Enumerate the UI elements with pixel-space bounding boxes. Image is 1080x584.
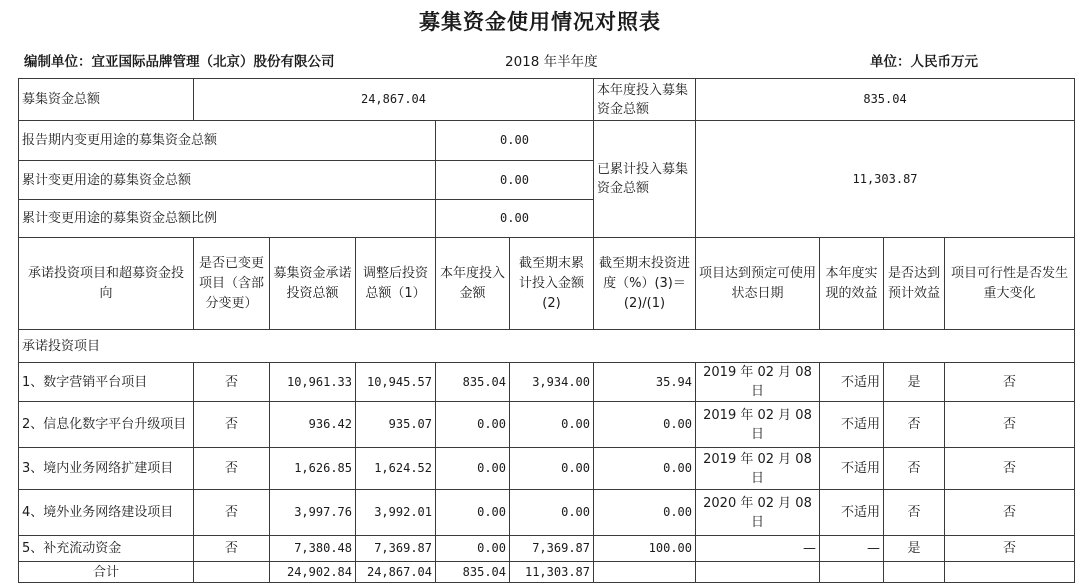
cumulative-cell: 0.00 [510,402,594,448]
adjusted-cell: 10,945.57 [356,363,436,402]
cum-changed-funds-label: 累计变更用途的募集资金总额 [19,161,436,200]
period-label: 2018 年半年度 [505,54,598,70]
this-year-cell: 0.00 [436,536,510,562]
summary-row-total [19,79,1075,121]
adjusted-cell: 935.07 [356,402,436,448]
feasibility-cell: 否 [945,490,1075,536]
total-this-year-cell: 835.04 [436,562,510,583]
col-header-feasibility: 项目可行性是否发生重大变化 [945,238,1075,330]
table-row [19,448,1075,490]
cumulative-funds-value: 11,303.87 [696,121,1075,238]
reached-cell: 否 [884,448,945,490]
total-funds-value: 24,867.04 [194,79,594,121]
compiler-label: 编制单位：宜亚国际品牌管理（北京）股份有限公司 [24,54,335,70]
total-feasibility-cell [945,562,1075,583]
changed-cell: 否 [194,536,270,562]
this-year-cell: 0.00 [436,448,510,490]
date-cell: 2019 年 02 月 08 日 [696,363,820,402]
project-name: 4、境外业务网络建设项目 [19,490,194,536]
adjusted-cell: 7,369.87 [356,536,436,562]
section-label: 承诺投资项目 [19,330,1075,363]
col-header-reached: 是否达到预计效益 [884,238,945,330]
cumulative-cell: 0.00 [510,490,594,536]
total-benefit-cell [820,562,884,583]
table-row [19,536,1075,562]
reached-cell: 否 [884,402,945,448]
cumulative-cell: 3,934.00 [510,363,594,402]
project-name: 5、补充流动资金 [19,536,194,562]
changed-funds-label: 报告期内变更用途的募集资金总额 [19,121,436,161]
committed-cell: 3,997.76 [270,490,356,536]
table-row [19,363,1075,402]
date-cell: — [696,536,820,562]
col-header-adjusted: 调整后投资总额（1） [356,238,436,330]
progress-cell: 35.94 [594,363,696,402]
adjusted-cell: 1,624.52 [356,448,436,490]
committed-cell: 936.42 [270,402,356,448]
benefit-cell: 不适用 [820,402,884,448]
section-row [19,330,1075,363]
this-year-funds-label: 本年度投入募集资金总额 [594,79,696,121]
date-cell: 2020 年 02 月 08 日 [696,490,820,536]
this-year-cell: 835.04 [436,363,510,402]
total-funds-label: 募集资金总额 [19,79,194,121]
cum-changed-ratio-label: 累计变更用途的募集资金总额比例 [19,200,436,238]
funds-usage-table [18,78,1075,583]
total-date-cell [696,562,820,583]
progress-cell: 0.00 [594,490,696,536]
progress-cell: 0.00 [594,402,696,448]
reached-cell: 是 [884,536,945,562]
reached-cell: 是 [884,363,945,402]
total-reached-cell [884,562,945,583]
cumulative-cell: 7,369.87 [510,536,594,562]
col-header-benefit: 本年度实现的效益 [820,238,884,330]
changed-cell: 否 [194,490,270,536]
feasibility-cell: 否 [945,363,1075,402]
changed-cell: 否 [194,363,270,402]
this-year-cell: 0.00 [436,402,510,448]
total-label: 合计 [19,562,194,583]
date-cell: 2019 年 02 月 08 日 [696,448,820,490]
feasibility-cell: 否 [945,448,1075,490]
committed-cell: 1,626.85 [270,448,356,490]
date-cell: 2019 年 02 月 08 日 [696,402,820,448]
reached-cell: 否 [884,490,945,536]
changed-cell: 否 [194,448,270,490]
feasibility-cell: 否 [945,402,1075,448]
project-name: 1、数字营销平台项目 [19,363,194,402]
project-name: 2、信息化数字平台升级项目 [19,402,194,448]
total-cumulative-cell: 11,303.87 [510,562,594,583]
col-header-project: 承诺投资项目和超募资金投向 [19,238,194,330]
total-changed-cell [194,562,270,583]
feasibility-cell: 否 [945,536,1075,562]
this-year-funds-value: 835.04 [696,79,1075,121]
col-header-progress: 截至期末投资进度（%）(3)＝(2)/(1) [594,238,696,330]
total-progress-cell [594,562,696,583]
col-header-cumulative: 截至期末累计投入金额(2) [510,238,594,330]
cum-changed-ratio-value: 0.00 [436,200,594,238]
summary-row-changed [19,121,1075,161]
benefit-cell: — [820,536,884,562]
adjusted-cell: 3,992.01 [356,490,436,536]
total-adjusted-cell: 24,867.04 [356,562,436,583]
progress-cell: 100.00 [594,536,696,562]
col-header-this-year: 本年度投入金额 [436,238,510,330]
page-title: 募集资金使用情况对照表 [419,10,661,34]
cumulative-cell: 0.00 [510,448,594,490]
benefit-cell: 不适用 [820,448,884,490]
column-header-row [19,238,1075,330]
unit-label: 单位：人民币万元 [870,54,978,70]
committed-cell: 10,961.33 [270,363,356,402]
col-header-changed: 是否已变更项目（含部分变更） [194,238,270,330]
table-row [19,402,1075,448]
committed-cell: 7,380.48 [270,536,356,562]
changed-cell: 否 [194,402,270,448]
this-year-cell: 0.00 [436,490,510,536]
benefit-cell: 不适用 [820,490,884,536]
total-row [19,562,1075,583]
changed-funds-value: 0.00 [436,121,594,161]
table-row [19,490,1075,536]
progress-cell: 0.00 [594,448,696,490]
col-header-date: 项目达到预定可使用状态日期 [696,238,820,330]
benefit-cell: 不适用 [820,363,884,402]
cumulative-funds-label: 已累计投入募集资金总额 [594,121,696,238]
col-header-committed: 募集资金承诺投资总额 [270,238,356,330]
project-name: 3、境内业务网络扩建项目 [19,448,194,490]
total-committed-cell: 24,902.84 [270,562,356,583]
cum-changed-funds-value: 0.00 [436,161,594,200]
